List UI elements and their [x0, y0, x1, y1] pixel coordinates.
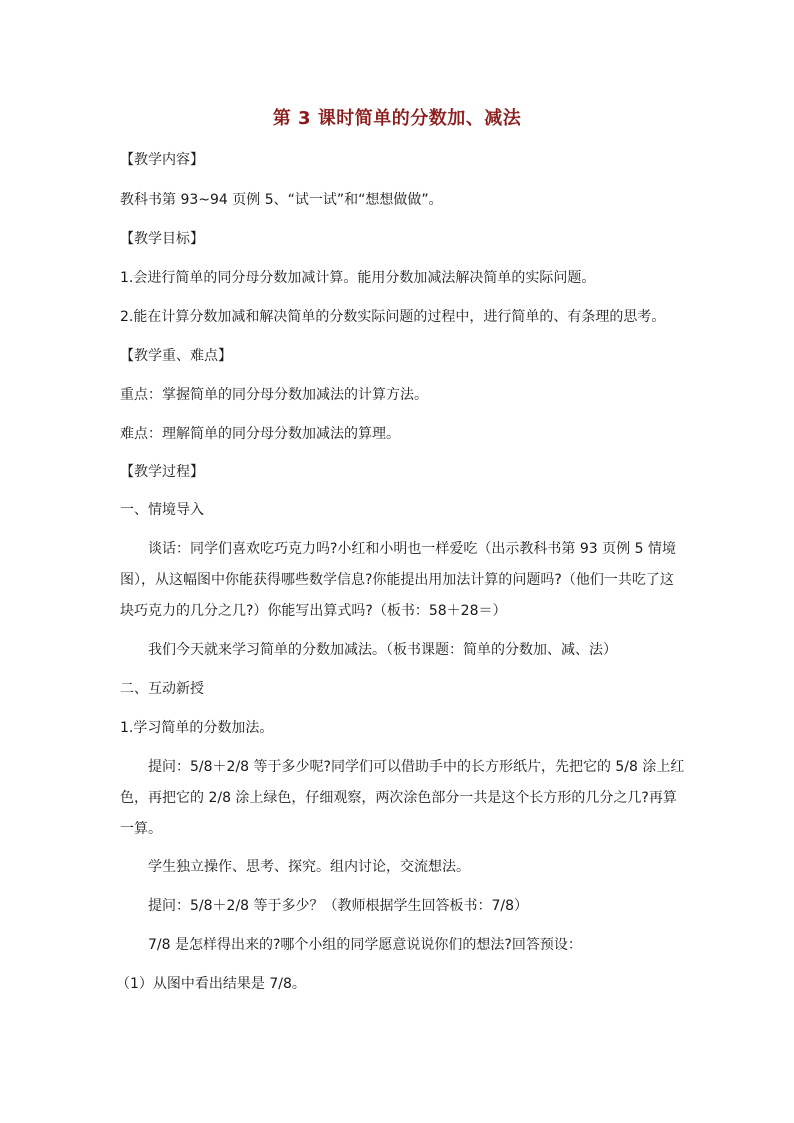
difficult-point-text: 难点：理解简单的同分母分数加减法的算理。 — [120, 426, 400, 442]
teaching-process-heading: 【教学过程】 — [120, 464, 204, 480]
key-difficult-heading: 【教学重、难点】 — [120, 348, 232, 364]
goal-item-1: 1.会进行简单的同分母分数加减计算。能用分数加减法解决简单的实际问题。 — [120, 270, 596, 286]
part-2-heading: 二、互动新授 — [120, 681, 204, 697]
teaching-content-heading: 【教学内容】 — [120, 152, 204, 168]
goal-item-2: 2.能在计算分数加减和解决简单的分数实际问题的过程中，进行简单的、有条理的思考。 — [120, 309, 666, 325]
teaching-content-text: 教科书第 93~94 页例 5、“试一试”和“想想做做”。 — [120, 192, 443, 208]
teaching-goals-heading: 【教学目标】 — [120, 231, 204, 247]
part-2-paragraph-3: 提问：5/8＋2/8 等于多少？（教师根据学生回答板书：7/8） — [148, 898, 529, 914]
part-1-paragraph-2: 我们今天就来学习简单的分数加减法。（板书课题：简单的分数加、减、法） — [148, 642, 617, 658]
key-point-text: 重点：掌握简单的同分母分数加减法的计算方法。 — [120, 387, 428, 403]
part-2-item-1: 1.学习简单的分数加法。 — [120, 720, 274, 736]
part-2-paragraph-2: 学生独立操作、思考、探究。组内讨论，交流想法。 — [148, 859, 470, 875]
part-2-paragraph-line: 色，再把它的 2/8 涂上绿色，仔细观察，两次涂色部分一共是这个长方形的几分之几?再算 — [120, 790, 677, 806]
part-1-paragraph-line: 块巧克力的几分之几?）你能写出算式吗?（板书：58＋28＝） — [120, 603, 507, 619]
part-2-paragraph-line: 提问：5/8＋2/8 等于多少呢?同学们可以借助手中的长方形纸片，先把它的 5/8 涂上红 — [148, 759, 685, 775]
part-2-paragraph-4: 7/8 是怎样得出来的?哪个小组的同学愿意说说你们的想法?回答预设： — [148, 937, 582, 953]
part-1-paragraph-line: 图），从这幅图中你能获得哪些数学信息?你能提出用加法计算的问题吗?（他们一共吃了这 — [120, 572, 674, 588]
part-2-answer-1: （1）从图中看出结果是 7/8。 — [116, 976, 306, 992]
part-1-paragraph-line: 谈话：同学们喜欢吃巧克力吗?小红和小明也一样爱吃（出示教科书第 93 页例 5 情境 — [148, 541, 676, 557]
page-title: 第 3 课时简单的分数加、减法 — [272, 108, 522, 129]
part-2-paragraph-line: 一算。 — [120, 821, 162, 837]
part-1-heading: 一、情境导入 — [120, 502, 204, 518]
